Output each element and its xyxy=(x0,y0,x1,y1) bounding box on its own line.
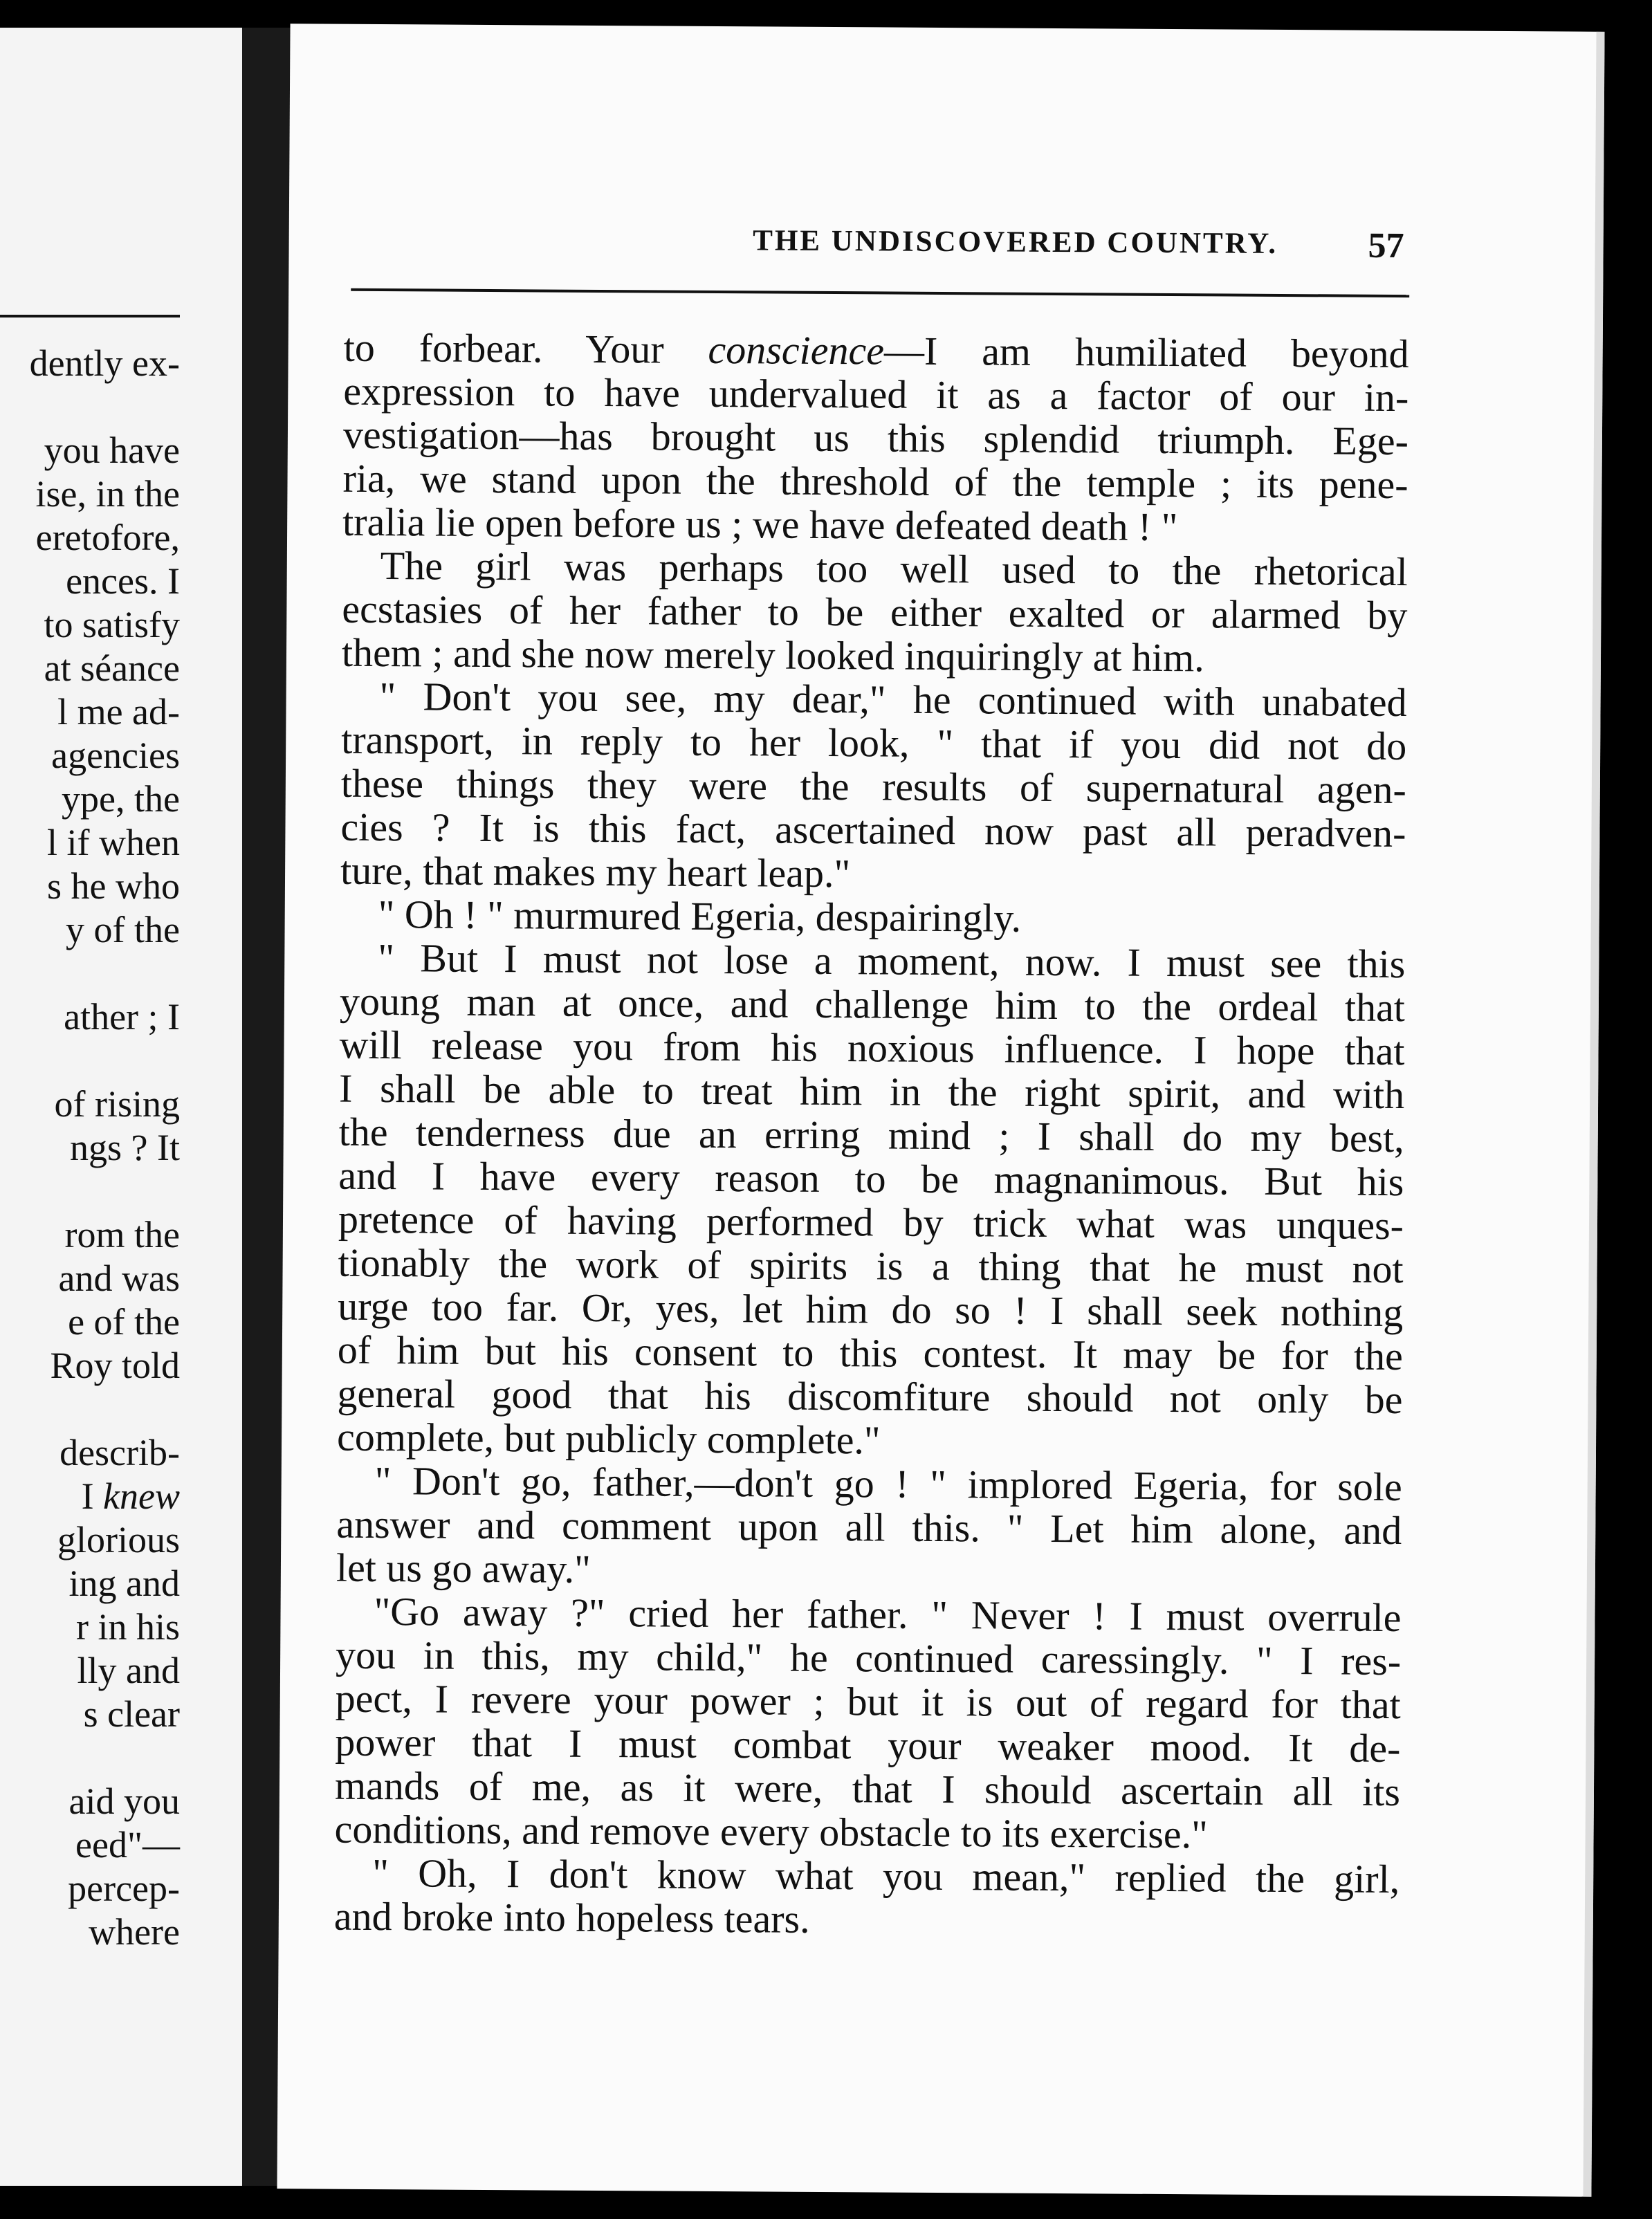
running-head: THE UNDISCOVERED COUNTRY. xyxy=(753,224,1278,260)
text-line: pect, I revere your power ; but it is out of regard for that xyxy=(335,1675,1401,1728)
left-page-line: ing and xyxy=(68,1563,180,1604)
body-text xyxy=(334,326,1409,1944)
text-line: young man at once, and challenge him to the ordeal that xyxy=(339,978,1406,1031)
header-rule xyxy=(351,288,1409,297)
text-line: complete, but publicly complete." xyxy=(336,1414,881,1463)
text-line: pretence of having performed by trick what was unques- xyxy=(338,1196,1404,1249)
left-page-line: r in his xyxy=(75,1606,180,1648)
left-page-line: glorious xyxy=(57,1519,180,1560)
left-page-line: at séance xyxy=(44,647,180,689)
page-edge xyxy=(1583,32,1604,2197)
left-page-line: to satisfy xyxy=(44,604,180,645)
left-page-line: ather ; I xyxy=(64,996,180,1038)
text-line: urge too far. Or, yes, let him do so ! I shall seek nothing xyxy=(338,1283,1404,1336)
left-page-header-rule xyxy=(0,315,180,317)
text-line: "Go away ?" cried her father. " Never ! I must overrule xyxy=(374,1589,1402,1641)
text-line: vestigation—has brought us this splendid triumph. Ege- xyxy=(342,412,1409,464)
text-line: " Don't go, father,—don't go ! " implored Egeria, for sole xyxy=(374,1458,1402,1510)
left-page-line: and was xyxy=(58,1258,180,1299)
text-line: " Oh ! " murmured Egeria, despairingly. xyxy=(378,892,1022,941)
text-line: expression to have undervalued it as a factor of our in- xyxy=(343,368,1409,421)
left-page-line: e of the xyxy=(68,1301,180,1343)
text-line: " Don't you see, my dear," he continued with unabated xyxy=(379,674,1407,726)
text-line: tralia lie open before us ; we have defeated death ! " xyxy=(342,499,1178,550)
left-page-line: percep- xyxy=(68,1868,180,1909)
left-page-line: I knew xyxy=(81,1475,180,1517)
text-line: power that I must combat your weaker mood. It de- xyxy=(335,1719,1401,1771)
text-line: transport, in reply to her look, " that if you did not do xyxy=(341,717,1407,769)
text-line: I shall be able to treat him in the right spirit, and with xyxy=(338,1065,1405,1118)
text-line: ture, that makes my heart leap." xyxy=(340,847,851,896)
left-page-line: rom the xyxy=(64,1214,180,1255)
left-page-line: of rising xyxy=(54,1083,180,1125)
left-page-line: describ- xyxy=(59,1432,180,1473)
text-line: and broke into hopeless tears. xyxy=(333,1893,810,1942)
left-page xyxy=(0,28,242,2186)
right-page xyxy=(277,24,1604,2197)
left-page-line: s clear xyxy=(83,1693,180,1735)
text-segment: —I am humiliated beyond xyxy=(883,328,1409,377)
left-page-line: s he who xyxy=(47,865,180,907)
text-line: tionably the work of spirits is a thing that he must not xyxy=(338,1240,1404,1292)
italic-word: conscience xyxy=(708,326,885,374)
text-line: let us go away." xyxy=(336,1545,591,1592)
text-line: these things they were the results of supernatural agen- xyxy=(340,760,1407,813)
text-line: of him but his consent to this contest. It may be for the xyxy=(337,1327,1404,1379)
text-line: ecstasies of her father to be either exalted or alarmed by xyxy=(342,586,1408,638)
text-line: them ; and she now merely looked inquiringly at him. xyxy=(341,629,1204,681)
left-page-line: you have xyxy=(44,430,180,471)
left-page-line: l me ad- xyxy=(57,691,180,733)
left-page-line: agencies xyxy=(51,735,180,776)
text-line: " Oh, I don't know what you mean," replied the girl, xyxy=(372,1850,1400,1902)
left-page-line: l if when xyxy=(47,822,180,863)
left-page-line: eretofore, xyxy=(35,517,180,558)
text-line: mands of me, as it were, that I should ascertain all its xyxy=(334,1762,1401,1815)
text-line: " But I must not lose a moment, now. I must see this xyxy=(378,935,1406,987)
left-page-line: dently ex- xyxy=(29,342,180,384)
text-line: the tenderness due an erring mind ; I shall do my best, xyxy=(338,1109,1404,1161)
left-page-line: aid you xyxy=(68,1780,180,1822)
text-line: you in this, my child," he continued caressingly. " I res- xyxy=(335,1632,1402,1684)
left-page-line: ype, the xyxy=(62,778,180,820)
left-page-line: eed"— xyxy=(75,1824,180,1866)
text-line: will release you from his noxious influence. I hope that xyxy=(339,1022,1405,1074)
left-page-line: Roy told xyxy=(50,1345,180,1386)
left-page-line: lly and xyxy=(77,1650,180,1691)
text-line: ria, we stand upon the threshold of the temple ; its pene- xyxy=(342,455,1408,508)
left-page-line: y of the xyxy=(66,909,180,950)
text-segment: to forbear. Your xyxy=(343,324,708,372)
left-page-line: ise, in the xyxy=(35,473,180,515)
text-line xyxy=(344,326,1409,376)
left-page-line: ences. I xyxy=(66,560,180,602)
text-line: answer and comment upon all this. " Let him alone, and xyxy=(336,1501,1402,1554)
left-page-line: ngs ? It xyxy=(70,1127,180,1168)
text-line: and I have every reason to be magnanimous. But his xyxy=(338,1152,1404,1205)
text-line: cies ? It is this fact, ascertained now past all peradven- xyxy=(340,804,1406,856)
page-number: 57 xyxy=(1368,225,1404,266)
left-page-line: where xyxy=(89,1911,180,1953)
text-line: conditions, and remove every obstacle to its exercise." xyxy=(334,1806,1209,1857)
text-line: general good that his discomfiture should not only be xyxy=(337,1370,1403,1423)
text-line: The girl was perhaps too well used to the rhetorical xyxy=(380,543,1408,595)
